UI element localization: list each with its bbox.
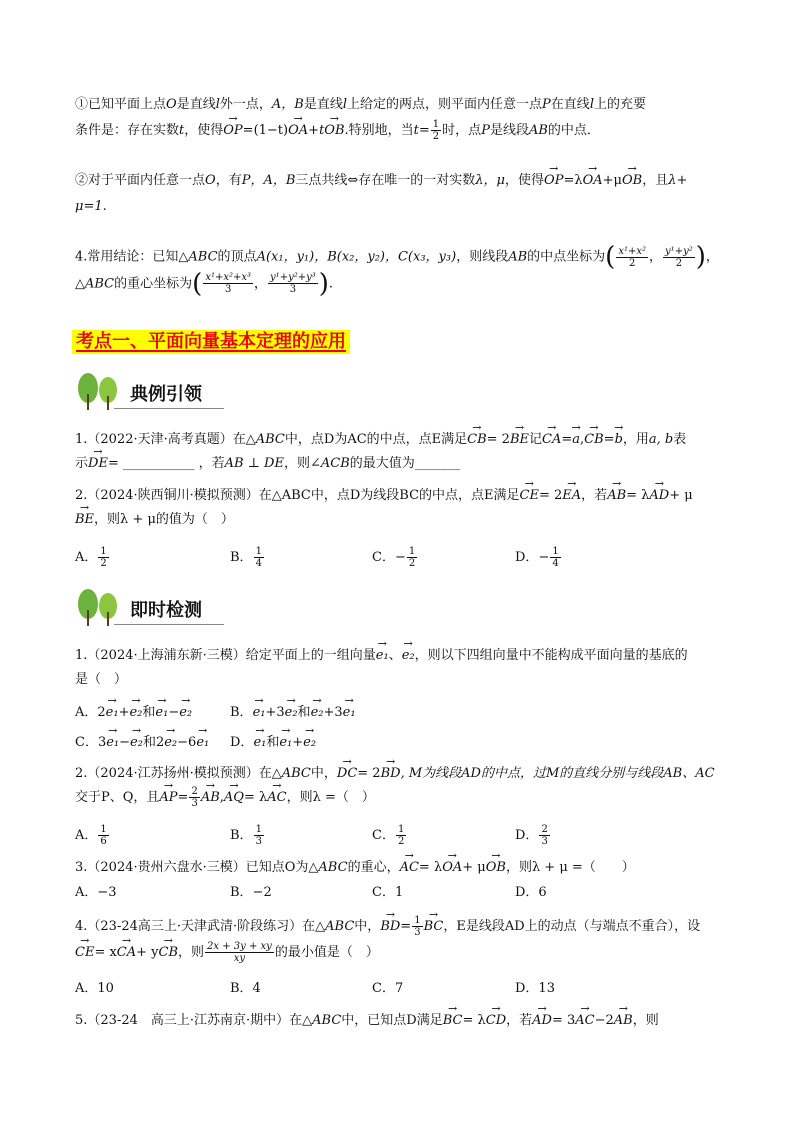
text: 是（ ）	[75, 672, 128, 687]
note-1	[75, 92, 730, 144]
text: O	[166, 97, 177, 112]
text: +3	[323, 705, 343, 720]
fraction-den: 3	[255, 836, 262, 847]
vector-ob: → OB	[486, 856, 506, 880]
fraction	[268, 272, 318, 295]
text: AB	[508, 249, 528, 265]
text: =	[418, 123, 430, 138]
example-question-2	[75, 484, 740, 532]
text: 在直线	[550, 97, 590, 112]
option-key: C．	[372, 550, 395, 565]
text: ，若	[581, 488, 608, 503]
fraction	[254, 824, 264, 847]
text: 时，点	[442, 123, 482, 138]
text: =	[561, 432, 573, 447]
fraction	[539, 824, 549, 847]
options-row	[75, 546, 695, 568]
fraction	[203, 272, 253, 295]
vector-ca: → CA	[117, 940, 136, 966]
vector-ab: → AB	[201, 786, 220, 810]
note-4: 4.常用结论：已知△ABC的顶点A(x₁，y₁)，B(x₂，y₂)，C(x₃，y₃)，则线段AB的中点坐标为( $\frac{\text{x¹+x²}}{2}$ ， $\frac{\text{y¹+y²}}{2}$ )， △ABC的重心坐标为( $\frac{\text{x¹+x²+x³}}{3}$ ， $\frac{\text{y¹+y²+y³}}{3}$ ).	[75, 242, 719, 299]
text: = 2	[486, 432, 510, 447]
text: 交于P、Q，且	[75, 790, 160, 805]
fraction-num: x¹+x²	[618, 245, 647, 257]
text: +	[118, 705, 130, 720]
text: 上的充要	[593, 97, 646, 112]
vector-bd: → BD	[380, 914, 400, 940]
paren: (	[605, 242, 616, 272]
text: 的最大值为_______	[349, 456, 461, 471]
option-d[interactable]	[230, 732, 316, 754]
example-badge	[74, 372, 202, 412]
vector-cb: → CB	[467, 428, 487, 452]
note-2	[75, 168, 730, 220]
vector-a: → a	[572, 428, 580, 452]
option-c[interactable]: C．7	[372, 981, 404, 996]
option-a[interactable]: A．−3	[75, 885, 117, 900]
option-a[interactable]	[75, 546, 110, 569]
text: + y	[136, 945, 159, 960]
text: 1.（2024·上海浦东新·三模）给定平面上的一组向量	[75, 648, 376, 663]
text: ，则∠	[283, 456, 321, 471]
option-key: B．	[230, 705, 253, 720]
vector-e2: → e₂	[285, 702, 298, 724]
text: 和2	[142, 735, 165, 750]
text: =	[400, 919, 412, 934]
text: l	[215, 97, 220, 112]
text: 4.（23-24高三上·天津武清·阶段练习）在△	[75, 919, 326, 934]
text: ,	[219, 790, 224, 805]
text: ，且	[642, 173, 669, 188]
fraction-num: 1	[100, 824, 107, 835]
option-c[interactable]: C．1	[372, 885, 404, 900]
option-d[interactable]: D．6	[515, 885, 547, 900]
text: a, b	[648, 432, 674, 447]
vector-e1: → e₁	[376, 644, 389, 668]
vector-bc: → BC	[424, 914, 444, 940]
text: A(x₁，y₁)，B(x₂，y₂)，C(x₃，y₃)	[256, 249, 457, 265]
text: 上给定的两点，则平面内任意一点	[347, 97, 543, 112]
check-question-5	[75, 1008, 740, 1034]
text: ，则线段	[456, 249, 509, 265]
options-row	[75, 824, 695, 846]
fraction-num: 1	[255, 546, 262, 557]
text: ABC	[85, 276, 115, 291]
vector-e1: → e₁	[106, 732, 119, 754]
fraction-den: 3	[414, 927, 421, 938]
text: l	[342, 97, 348, 112]
option-key: B．	[230, 828, 253, 843]
fraction-num: 1	[408, 546, 416, 557]
text: ，有	[215, 173, 242, 188]
fraction	[616, 246, 648, 269]
fraction	[550, 546, 560, 569]
text: +	[308, 123, 320, 138]
text: 中，	[354, 919, 381, 934]
text: 的中点坐标为	[527, 249, 606, 265]
text: μ=1.	[75, 199, 107, 214]
vector-de: → DE	[88, 452, 108, 476]
text: ABC	[188, 249, 218, 265]
vector-ap: → AP	[159, 786, 177, 810]
text: ，使得	[184, 123, 224, 138]
text: = 2	[538, 488, 563, 503]
text: −2	[594, 1013, 614, 1028]
text: =λ	[563, 173, 583, 188]
text: +	[292, 735, 304, 750]
text: ,	[580, 432, 585, 447]
vector-be: → BE	[510, 428, 529, 452]
text: AB	[528, 123, 548, 138]
text: 2	[97, 705, 106, 720]
option-sign: −	[538, 550, 550, 565]
text: .	[328, 276, 334, 291]
fraction	[98, 546, 108, 569]
tree-icon	[74, 588, 126, 628]
text: ABC	[312, 1013, 342, 1028]
text: −	[168, 705, 180, 720]
text: λ+	[668, 173, 688, 188]
text: 和	[297, 705, 311, 720]
fraction	[98, 824, 108, 847]
badge-title: 即时检测	[130, 600, 202, 621]
text: = ___________ ，若	[107, 456, 225, 471]
option-b[interactable]: B．−2	[230, 885, 272, 900]
fraction-num: 1	[432, 119, 440, 130]
text: t	[179, 123, 185, 138]
vector-e2: → e₂	[402, 644, 415, 668]
text: +3	[265, 705, 285, 720]
text: l	[589, 97, 594, 112]
option-b[interactable]	[230, 702, 356, 724]
paren: (	[192, 268, 203, 299]
text: ABC	[255, 432, 285, 447]
fraction-num: 2x + 3y + xy	[207, 941, 272, 952]
option-b[interactable]	[230, 824, 265, 847]
text: ABC	[281, 766, 311, 781]
fraction-num: y¹+y²	[665, 245, 693, 257]
text: λ，μ	[475, 173, 506, 188]
option-key: C．	[75, 735, 98, 750]
option-key: C．	[372, 828, 395, 843]
fraction	[205, 941, 274, 964]
fraction	[663, 246, 695, 269]
text: 的中点．	[547, 123, 600, 138]
text: 中，	[310, 766, 337, 781]
option-d[interactable]: D．13	[515, 981, 555, 996]
fraction-den: 4	[552, 558, 559, 569]
tree-icon	[74, 372, 126, 412]
text: 条件是：存在实数	[75, 123, 180, 138]
vector-e2: → e₂	[164, 732, 177, 754]
vector-oa: → OA	[583, 168, 603, 194]
option-d[interactable]	[515, 546, 562, 569]
fraction-den: xy	[233, 953, 246, 964]
fraction-den: 2	[628, 257, 636, 269]
text: t	[413, 123, 419, 138]
example-question-1	[75, 428, 735, 476]
vector-cd: → CD	[486, 1008, 506, 1034]
text: ACB	[320, 456, 350, 471]
text: ，则以下四组向量中不能构成平面向量的基底的	[414, 648, 688, 663]
options-row	[75, 978, 695, 1000]
text: ，E是线段AD上的动点（与端点不重合），设	[443, 919, 701, 934]
check-question-4	[75, 914, 740, 966]
option-c[interactable]	[75, 732, 209, 754]
text: 是线段	[489, 123, 529, 138]
fraction	[412, 915, 422, 938]
vector-ea: → EA	[562, 484, 581, 508]
text: +μ	[602, 173, 622, 188]
vector-b: → b	[615, 428, 623, 452]
option-key: D．	[230, 735, 254, 750]
text: 是直线	[303, 97, 343, 112]
option-c[interactable]	[372, 546, 418, 569]
text: 4.常用结论：已知△	[75, 249, 189, 265]
fraction-num: 2	[541, 824, 548, 835]
text: P	[542, 97, 551, 112]
fraction-num: 1	[397, 824, 405, 835]
option-key: A．	[75, 705, 98, 720]
fraction-num: y¹+y²+y³	[270, 272, 316, 283]
text: ，则	[178, 945, 205, 960]
vector-e2: → e₂	[179, 702, 192, 724]
fraction	[431, 119, 441, 142]
vector-oa: → OA	[288, 118, 308, 144]
text: 和	[142, 705, 156, 720]
vector-ob: → OB	[622, 168, 642, 194]
vector-ce: → CE	[520, 484, 539, 508]
text: 、	[388, 648, 402, 663]
fraction-den: 3	[289, 284, 297, 295]
fraction-num: x¹+x²+x³	[205, 272, 252, 283]
text: 和	[266, 735, 280, 750]
vector-e1: → e₁	[196, 732, 209, 754]
check-question-2	[75, 762, 740, 810]
badge-underline	[114, 408, 224, 409]
vector-e2: → e₂	[130, 732, 143, 754]
text: ，则	[632, 1013, 659, 1028]
fraction	[407, 546, 417, 569]
options-row	[75, 882, 695, 904]
vector-cb: → CB	[584, 428, 604, 452]
text: , M为线段AD的中点，过M的直线分别与线段AB、AC	[400, 766, 715, 781]
option-b[interactable]: B．4	[230, 981, 261, 996]
text: = λ	[418, 860, 443, 875]
text: 5.（23-24 高三上·江苏南京·期中）在△	[75, 1013, 313, 1028]
text: 三点共线⇔存在唯一的一对实数	[295, 173, 476, 188]
fraction-num: 1	[100, 546, 107, 557]
text: ，则λ =（ ）	[286, 790, 375, 805]
fraction-den: 2	[408, 558, 416, 569]
vector-ob: → OB	[324, 118, 344, 144]
text: P，A，B	[241, 173, 296, 188]
option-key: B．	[230, 550, 253, 565]
check-badge	[74, 588, 202, 628]
text: = 3	[551, 1013, 576, 1028]
vector-ac: → AC	[400, 856, 419, 880]
text: = λ	[626, 488, 650, 503]
text: = 2	[357, 766, 381, 781]
vector-e2: → e₂	[129, 702, 142, 724]
vector-bd: → BD	[381, 762, 401, 786]
text: 3	[97, 735, 107, 750]
fraction-den: 6	[100, 836, 107, 847]
text: ，用	[622, 432, 649, 447]
fraction-num: 1	[552, 546, 559, 557]
vector-ab: → AB	[607, 484, 626, 508]
option-key: A．	[75, 828, 98, 843]
vector-ab: → AB	[614, 1008, 633, 1034]
text: 外一点，	[219, 97, 272, 112]
fraction-den: 3	[191, 798, 198, 809]
vector-ca: → CA	[542, 428, 561, 452]
fraction-den: 3	[224, 284, 232, 295]
section-title: 考点一、平面向量基本定理的应用	[72, 330, 350, 354]
text: 2.（2024·陕西铜川·模拟预测）在△ABC中，点D为线段BC的中点，点E满足	[75, 488, 520, 503]
text: −6	[177, 735, 197, 750]
option-key: A．	[75, 550, 98, 565]
paren: )	[695, 242, 706, 272]
fraction-den: 4	[255, 558, 262, 569]
text: O	[205, 173, 216, 188]
text: ②对于平面内任意一点	[75, 173, 206, 188]
vector-e1: → e₁	[279, 732, 292, 754]
text: 的重心，	[347, 860, 400, 875]
vector-aq: → AQ	[224, 786, 244, 810]
vector-e2: → e₂	[303, 732, 316, 754]
text: 1.（2022·天津·高考真题）在△	[75, 432, 256, 447]
vector-oa: → OA	[442, 856, 462, 880]
fraction-den: 2	[675, 257, 683, 269]
text: AB ⊥ DE	[224, 456, 284, 471]
text: 表	[673, 432, 687, 447]
fraction-den: 3	[541, 836, 548, 847]
vector-dc: → DC	[337, 762, 357, 786]
option-d[interactable]	[515, 824, 551, 847]
vector-op: → OP	[544, 168, 563, 194]
vector-ce: → CE	[75, 940, 94, 966]
text: + μ	[462, 860, 486, 875]
option-b[interactable]	[230, 546, 265, 569]
fraction-num: 1	[414, 915, 421, 926]
text: 中，已知点D满足	[341, 1013, 443, 1028]
badge-title: 典例引领	[130, 384, 202, 405]
text: ABC	[325, 919, 355, 934]
vector-ac: → AC	[575, 1008, 594, 1034]
text: 记	[528, 432, 542, 447]
text: =	[177, 790, 189, 805]
option-key: D．	[515, 550, 539, 565]
text: A，B	[271, 97, 304, 112]
text: 示	[75, 456, 89, 471]
vector-ad: → AD	[649, 484, 669, 508]
option-key: D．	[515, 828, 539, 843]
option-a[interactable]: A．10	[75, 981, 114, 996]
text: 中，点D为AC的中点，点E满足	[284, 432, 468, 447]
fraction-den: 2	[100, 558, 107, 569]
text: ，则λ + μ的值为（ ）	[94, 512, 234, 527]
text: 3.（2024·贵州六盘水·三模）已知点O为△	[75, 860, 319, 875]
text: ①已知平面上点	[75, 97, 167, 112]
option-a[interactable]	[75, 824, 110, 847]
fraction-den: 2	[432, 131, 440, 142]
text: △	[75, 276, 85, 291]
text: =(1−t)	[242, 123, 289, 138]
fraction	[254, 546, 264, 569]
vector-op: → OP	[223, 118, 242, 144]
fraction	[189, 786, 199, 809]
vector-ad: → AD	[532, 1008, 552, 1034]
fraction-den: 2	[397, 836, 405, 847]
text: .特别地，当	[344, 123, 414, 138]
vector-be: → BE	[75, 508, 94, 532]
text: 的顶点	[217, 249, 257, 265]
text: 2.（2024·江苏扬州·模拟预测）在△	[75, 766, 282, 781]
text: = λ	[243, 790, 268, 805]
text: 的最小值是（ ）	[274, 945, 379, 960]
text: 是直线	[176, 97, 216, 112]
text: 的重心坐标为	[114, 276, 193, 291]
fraction-num: 2	[191, 786, 198, 797]
text: ，使得	[505, 173, 545, 188]
vector-bc: → BC	[443, 1008, 463, 1034]
vector-e1: → e₁	[253, 702, 266, 724]
text: −	[119, 735, 131, 750]
text: = λ	[462, 1013, 486, 1028]
text: =	[603, 432, 615, 447]
vector-e2: → e₂	[311, 702, 324, 724]
text: t	[319, 123, 325, 138]
vector-e1: → e₁	[106, 702, 119, 724]
text: ，则λ + μ =（ ）	[505, 860, 635, 875]
text: ，若	[506, 1013, 533, 1028]
vector-cb: → CB	[159, 940, 179, 966]
option-sign: −	[394, 550, 406, 565]
paren: )	[318, 268, 329, 299]
text: + μ	[669, 488, 693, 503]
vector-ac: → AC	[267, 786, 286, 810]
vector-e1: → e₁	[253, 732, 266, 754]
vector-e1: → e₁	[155, 702, 168, 724]
fraction-num: 1	[255, 824, 262, 835]
check-question-3	[75, 856, 740, 880]
text: = x	[94, 945, 117, 960]
text: ABC	[318, 860, 348, 875]
badge-underline	[114, 624, 224, 625]
option-c[interactable]	[372, 824, 407, 847]
vector-e1: → e₁	[343, 702, 356, 724]
check-question-1	[75, 644, 740, 692]
text: P	[481, 123, 490, 138]
